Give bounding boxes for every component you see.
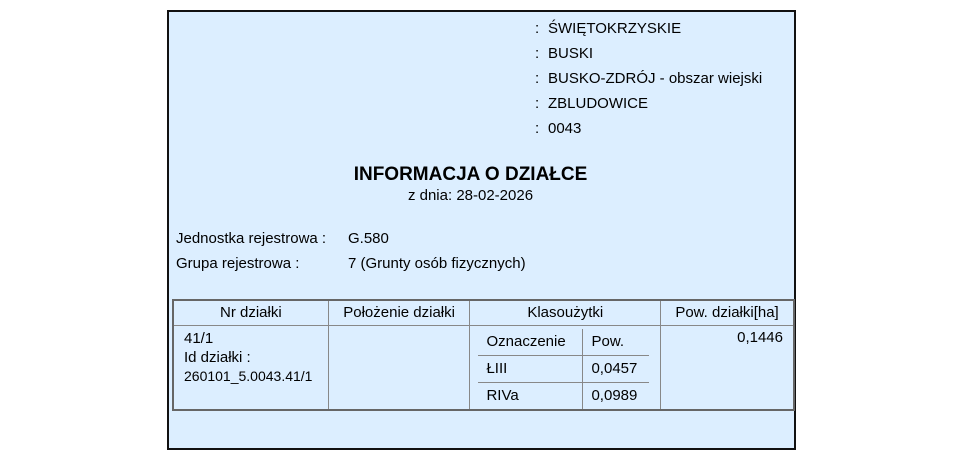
pow-dzialki-value: 0,1446	[661, 326, 794, 411]
table-row	[478, 356, 649, 383]
powiat-value: BUSKI	[548, 45, 594, 62]
header-pow-dzialki: Pow. działki[ha]	[661, 300, 794, 326]
grupa-rejestrowa-value: 7 (Grunty osób fizycznych)	[348, 255, 526, 272]
numer-obrebu-value: 0043	[548, 120, 582, 137]
nr-dzialki-cell	[173, 326, 328, 411]
header-klasouzytki: Klasoużytki	[470, 300, 661, 326]
header-oznaczenie: Oznaczenie	[478, 329, 583, 356]
id-dzialki-label: Id działki :	[184, 349, 251, 366]
colon: :	[535, 95, 540, 112]
klasouzytki-header	[478, 329, 649, 356]
colon: :	[535, 120, 540, 137]
document-date	[169, 186, 798, 206]
colon: :	[535, 70, 540, 87]
klasouzytki-cell	[470, 326, 661, 411]
parcel-table	[172, 299, 795, 411]
nazwa-obrebu-value: ZBLUDOWICE	[548, 95, 649, 112]
table-row	[478, 383, 649, 410]
grupa-rejestrowa-label: Grupa rejestrowa :	[176, 255, 300, 272]
parcel-info-panel	[167, 10, 796, 450]
jednostka-ewidencyjna-value: BUSKO-ZDRÓJ - obszar wiejski	[548, 70, 763, 87]
wojewodztwo-value: ŚWIĘTOKRZYSKIE	[548, 20, 682, 37]
table-row	[173, 326, 794, 411]
jednostka-rejestrowa-value: G.580	[348, 230, 389, 247]
polozenie-dzialki-cell	[328, 326, 470, 411]
header-nr-dzialki: Nr działki	[173, 300, 328, 326]
header-polozenie-dzialki: Położenie działki	[328, 300, 470, 326]
id-dzialki-value: 260101_5.0043.41/1	[184, 368, 313, 384]
pow-value: 0,0989	[583, 383, 650, 410]
header-pow: Pow.	[583, 329, 650, 356]
document-title-text: INFORMACJA O DZIAŁCE	[353, 164, 588, 185]
pow-value: 0,0457	[583, 356, 650, 383]
document-date-text: z dnia: 28-02-2026	[407, 187, 534, 204]
grupa-rejestrowa-row	[176, 253, 526, 275]
nr-dzialki-value: 41/1	[184, 330, 214, 347]
parcel-table-header	[173, 300, 794, 326]
oznaczenie-value: ŁIII	[478, 356, 583, 383]
klasouzytki-table	[478, 329, 649, 409]
document-title	[169, 163, 798, 187]
colon: :	[535, 45, 540, 62]
colon: :	[535, 20, 540, 37]
jednostka-rejestrowa-label: Jednostka rejestrowa :	[176, 230, 327, 247]
oznaczenie-value: RIVa	[478, 383, 583, 410]
jednostka-rejestrowa-row	[176, 228, 389, 250]
